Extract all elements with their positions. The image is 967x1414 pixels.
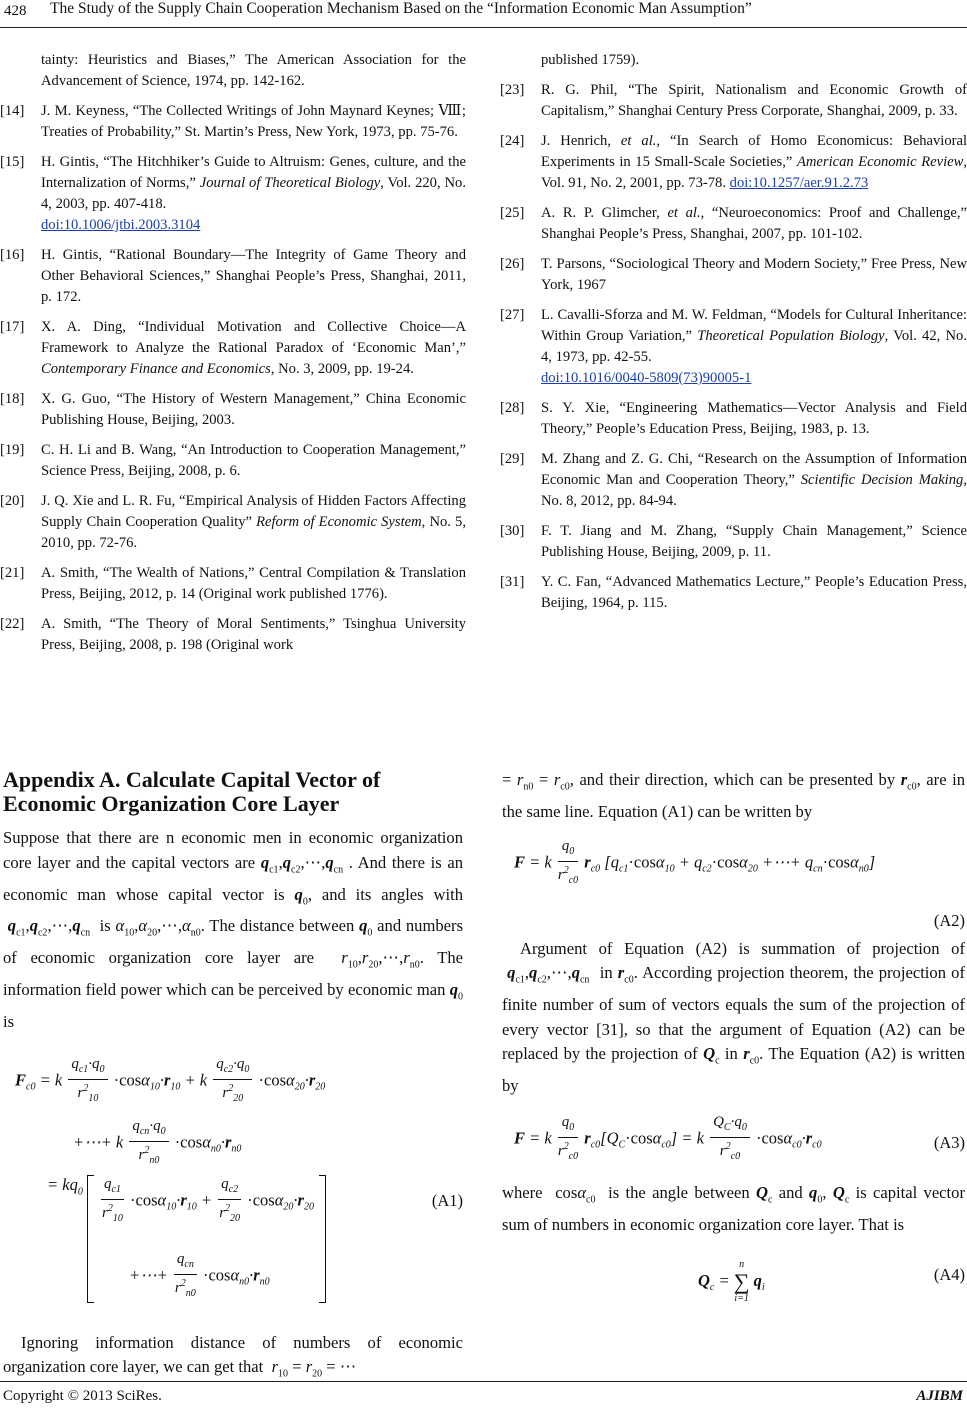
- reference-tail: , No. 3, 2009, pp. 19-24.: [270, 361, 414, 377]
- reference-number: [21]: [0, 565, 25, 581]
- reference-item: [500, 50, 967, 71]
- reference-italic2: American Economic Review: [796, 154, 964, 170]
- reference-text: S. Y. Xie, “Engineering Mathematics—Vector Analysis and Field Theory,” People’s Education Press, Beijing, 1983, p. 13.: [541, 400, 967, 437]
- reference-text: tainty: Heuristics and Biases,” The American Association for the Advancement of Science, 1974, pp. 142-162.: [41, 52, 466, 89]
- reference-text: R. G. Phil, “The Spirit, Nationalism and Economic Growth of Capitalism,” Shanghai Century Press Corporate, Shanghai, 2009, p. 33.: [541, 82, 967, 119]
- reference-number: [22]: [0, 616, 25, 632]
- header-rule: [0, 27, 967, 28]
- doi-link[interactable]: doi:10.1006/jtbi.2003.3104: [41, 217, 201, 233]
- reference-item: [500, 449, 967, 512]
- appendix-paragraph-1: Suppose that there are n economic men in economic organization core layer and the capital vectors are $q_{c1},q_{c2},\cdots,q_{cn}$ . And there is an economic man whose capital vector is $q_0$, and its angles with $q_{c1},q_{c2},\cdots,q_{cn}$ is $\alpha_{10},\alpha_{20},\cdots,\alpha_{n0}$. The distance between $q_0$ and numbers of economic organization core layer are $r_{10},r_{20},\cdots,r_{n0}$. The information field power which can be perceived by economic man $q_0$ is: [3, 828, 464, 1032]
- reference-italic: Scientific Decision Making: [800, 472, 964, 488]
- reference-item: [0, 50, 466, 92]
- equation-a2: F = k $\frac{q_0}{r^2_{c0}}$ $r_{c0}$ [$q_{c1}\cdot\cos\alpha_{10} + q_{c2}\cdot\cos\alpha_{20}$ +⋯+ $q_{cn}\cdot\cos\alpha_{n0}$] (A2): [514, 837, 965, 930]
- reference-number: [25]: [500, 205, 525, 221]
- reference-text: A. Smith, “The Theory of Moral Sentiments,” Tsinghua University Press, Beijing, 2008, p. 198 (Original work: [41, 616, 466, 653]
- reference-text: A. R. P. Glimcher,: [541, 205, 668, 221]
- reference-text: X. A. Ding, “Individual Motivation and Collective Choice—A Framework to Analyze the Rational Paradox of ‘Economic Man’,”: [41, 319, 466, 356]
- doi-link[interactable]: doi:10.1016/0040-5809(73)90005-1: [541, 370, 752, 386]
- reference-text: H. Gintis, “The Hitchhiker’s Guide to Altruism: Genes, culture, and the Internalization of Norms,”: [41, 154, 466, 191]
- appendix-paragraph-4: Argument of Equation (A2) is summation of projection of $q_{c1},q_{c2},\cdots,q_{cn}$ in $r_{c0}$. According projection theorem, the projection of finite number of sum of vectors equals the sum of the projection of every vector [31], so that the argument of Equation (A2) can be replaced by the projection of $Q_c$ in $r_{c0}$. The Equation (A2) is written by: [502, 938, 966, 1096]
- running-title: The Study of the Supply Chain Cooperation Mechanism Based on the “Information Economic Man Assumption”: [50, 0, 752, 17]
- equation-a3: F = k $\frac{q_0}{r^2_{c0}}$ $r_{c0}[Q_C\cdot\cos\alpha_{c0}] = k$ $\frac{Q_C\cdot q_0}{r^2_{c0}}$ $\cdot\cos\alpha_{c0}\cdot r_{c0}$ (A3): [514, 1113, 965, 1162]
- equation-number-a1: (A1): [431, 1190, 463, 1210]
- reference-item: [0, 491, 466, 554]
- appendix-heading: Appendix A. Calculate Capital Vector of Economic Organization Core Layer: [3, 767, 381, 816]
- reference-number: [30]: [500, 523, 525, 539]
- reference-item: [500, 254, 967, 296]
- reference-tail: , Vol. 42, No. 4, 1973, pp. 42-55.: [541, 328, 967, 365]
- reference-number: [14]: [0, 103, 25, 119]
- reference-text: J. M. Keyness, “The Collected Writings of John Maynard Keynes; Ⅷ; Treaties of Probability,” St. Martin’s Press, New York, 1973, pp. 75-76.: [41, 103, 466, 140]
- equation-number-a3: (A3): [933, 1132, 965, 1152]
- reference-text: Y. C. Fan, “Advanced Mathematics Lecture,” People’s Education Press, Beijing, 1964, p. 115.: [541, 574, 967, 611]
- equation-a1: $F_{c0} = k$ $\frac{q_{c1}\cdot q_0}{r^2_{10}}$ $\cdot\cos\alpha_{10}\cdot r_{10} + k$ $\frac{q_{c2}\cdot q_0}{r^2_{20}}$ $\cdot\cos\alpha_{20}\cdot r_{20}$ +⋯+ k $\frac{q_{cn}\cdot q_0}{r^2_{n0}}$ $\cdot\cos\alpha_{n0}\cdot r_{n0}$ = $kq_0$ $\frac{q_{c1}}{r^2_{10}}$ $\cdot\cos\alpha_{10}\cdot r_{10}$ + $\frac{q_{c2}}{r^2_{20}}$ $\cdot\cos\alpha_{20}\cdot r_{20}$ +⋯+ $\frac{q_{cn}}{r^2_{n0}}$ $\cdot\cos\alpha_{n0}\cdot r_{n0}$ (A1): [3, 1043, 463, 1311]
- reference-number: [28]: [500, 400, 525, 416]
- footer-rule: [0, 1381, 967, 1382]
- reference-italic: et al.: [667, 205, 701, 221]
- reference-italic: Reform of Economic System: [256, 514, 422, 530]
- reference-text: J. Henrich,: [541, 133, 621, 149]
- reference-number: [17]: [0, 319, 25, 335]
- reference-item: [0, 317, 466, 380]
- reference-item: [0, 614, 466, 656]
- page-number: 428: [4, 3, 27, 19]
- reference-text: L. Cavalli-Sforza and M. W. Feldman, “Models for Cultural Inheritance: Within Group Variation,”: [541, 307, 967, 344]
- reference-text: X. G. Guo, “The History of Western Management,” China Economic Publishing House, Beijing, 2003.: [41, 391, 466, 428]
- reference-number: [19]: [0, 442, 25, 458]
- reference-number: [29]: [500, 451, 525, 467]
- reference-item: [0, 245, 466, 308]
- reference-text: J. Q. Xie and L. R. Fu, “Empirical Analysis of Hidden Factors Affecting Supply Chain Cooperation Quality”: [41, 493, 466, 530]
- reference-item: [500, 80, 967, 122]
- reference-item: [500, 203, 967, 245]
- reference-item: [500, 572, 967, 614]
- appendix-right-column: [502, 768, 965, 1315]
- reference-item: [500, 398, 967, 440]
- reference-item: [500, 131, 967, 194]
- reference-tail: , Vol. 220, No. 4, 2003, pp. 407-418.: [41, 175, 466, 212]
- reference-number: [27]: [500, 307, 525, 323]
- reference-item: [0, 440, 466, 482]
- reference-number: [23]: [500, 82, 525, 98]
- equation-a4: $Q_c$ = n ∑ i=1 $q_i$ (A4): [698, 1259, 965, 1305]
- journal-name: AJIBM: [916, 1388, 963, 1404]
- reference-tail: , No. 8, 2012, pp. 84-94.: [541, 472, 967, 509]
- reference-text: A. Smith, “The Wealth of Nations,” Central Compilation & Translation Press, Beijing, 2012, p. 14 (Original work published 1776).: [41, 565, 466, 602]
- reference-tail: , No. 5, 2010, pp. 72-76.: [41, 514, 466, 551]
- reference-number: [31]: [500, 574, 525, 590]
- reference-italic: Theoretical Population Biology: [697, 328, 885, 344]
- reference-number: [18]: [0, 391, 25, 407]
- reference-tail2: , Vol. 91, No. 2, 2001, pp. 73-78.: [541, 154, 967, 191]
- equation-number-a2: (A2): [933, 910, 965, 930]
- reference-text: published 1759).: [541, 52, 640, 68]
- page-header: [0, 0, 967, 30]
- reference-item: [0, 152, 466, 236]
- reference-text: T. Parsons, “Sociological Theory and Modern Society,” Free Press, New York, 1967: [541, 256, 967, 293]
- reference-italic: Journal of Theoretical Biology: [199, 175, 381, 191]
- reference-item: [0, 563, 466, 605]
- appendix-paragraph-3: = $r_{n0} = r_{c0}$, and their direction, which can be presented by $r_{c0}$, are in the same line. Equation (A1) can be written by: [502, 770, 966, 821]
- reference-item: [500, 521, 967, 563]
- reference-item: [0, 389, 466, 431]
- reference-text: C. H. Li and B. Wang, “An Introduction to Cooperation Management,” Science Press, Beijing, 2008, p. 6.: [41, 442, 466, 479]
- reference-number: [26]: [500, 256, 525, 272]
- reference-number: [24]: [500, 133, 525, 149]
- references-left-column: [0, 50, 466, 665]
- reference-number: [20]: [0, 493, 25, 509]
- appendix-paragraph-2: Ignoring information distance of numbers of economic organization core layer, we can get that $r_{10} = r_{20}$ = ⋯: [3, 1332, 463, 1380]
- reference-text: H. Gintis, “Rational Boundary—The Integrity of Game Theory and Other Behavioral Sciences,” Shanghai People’s Press, Shanghai, 2011, p. 172.: [41, 247, 466, 305]
- appendix-left-column: [3, 768, 463, 1387]
- reference-text: M. Zhang and Z. G. Chi, “Research on the Assumption of Information Economic Man and Cooperation Theory,”: [541, 451, 967, 488]
- reference-italic: Contemporary Finance and Economics: [41, 361, 271, 377]
- reference-number: [15]: [0, 154, 25, 170]
- reference-item: [500, 305, 967, 389]
- doi-link[interactable]: doi:10.1257/aer.91.2.73: [729, 175, 869, 191]
- reference-italic: et al.: [620, 133, 657, 149]
- reference-number: [16]: [0, 247, 25, 263]
- equation-number-a4: (A4): [933, 1265, 965, 1285]
- appendix-paragraph-5: where cosα$_{c0}$ is the angle between $Q_c$ and $q_0$, $Q_c$ is capital vector sum of numbers in economic organization core layer. That is: [502, 1182, 965, 1234]
- reference-tail: , “In Search of Homo Economicus: Behavioral Experiments in 15 Small-Scale Societies,”: [541, 133, 967, 170]
- reference-item: [0, 101, 466, 143]
- reference-text: F. T. Jiang and M. Zhang, “Supply Chain Management,” Science Publishing House, Beijing, 2009, p. 11.: [541, 523, 967, 560]
- copyright: Copyright © 2013 SciRes.: [3, 1388, 162, 1404]
- references-right-column: [500, 50, 967, 623]
- reference-tail: , “Neuroeconomics: Proof and Challenge,” Shanghai People’s Press, Shanghai, 2007, pp. 101-102.: [541, 205, 967, 242]
